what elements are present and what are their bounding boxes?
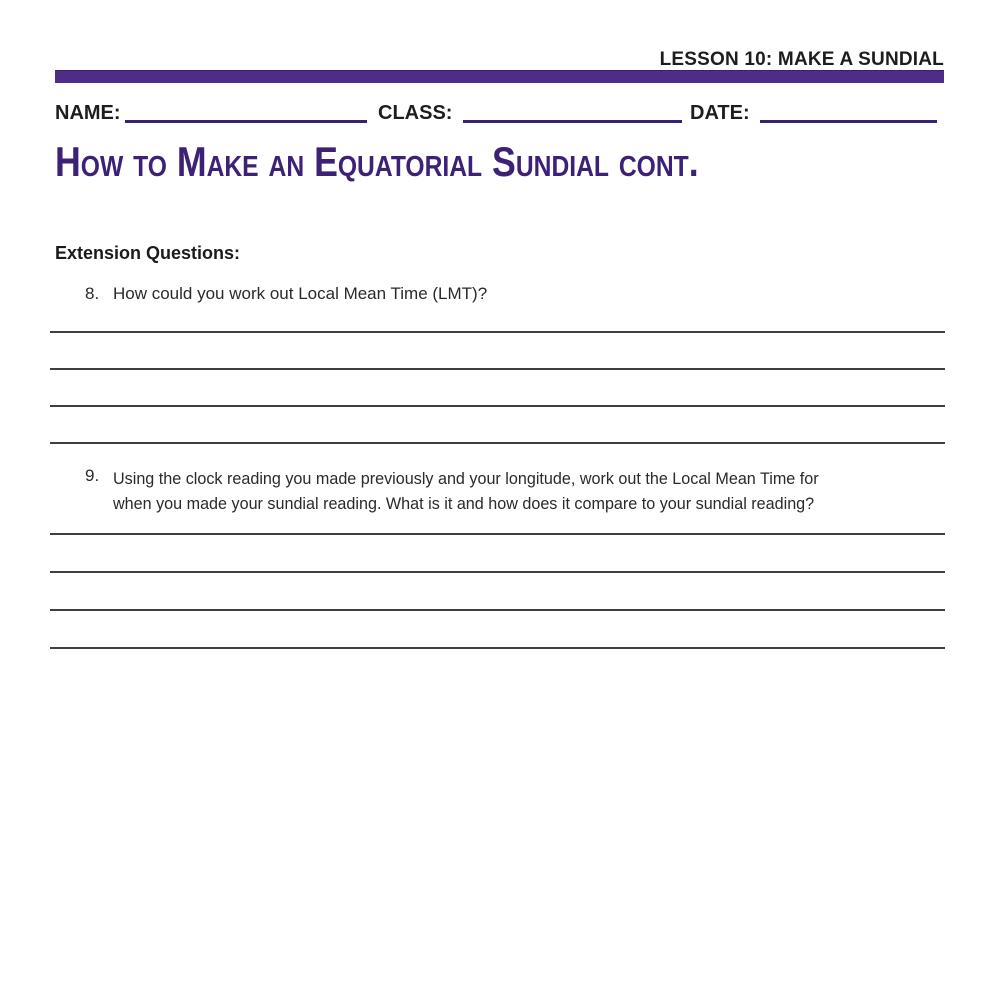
class-label: CLASS: [378,102,453,124]
date-fill-in-line [760,120,937,123]
question-9-text [113,466,856,516]
question-8-answer-lines [50,331,945,444]
question-9-text-line-2: when you made your sundial reading. What is it and how does it compare to your sundial reading? [113,494,815,513]
answer-line [50,609,945,611]
header-divider-bar [55,70,944,83]
answer-line [50,331,945,333]
answer-line [50,571,945,573]
question-9-answer-lines [50,533,945,649]
question-8-number: 8. [85,284,100,303]
answer-line [50,442,945,444]
page-title: How to Make an Equatorial Sundial cont. [55,138,699,185]
name-fill-in-line [125,120,367,123]
answer-line [50,647,945,649]
date-label: DATE: [690,102,750,124]
question-8 [85,284,487,304]
class-fill-in-line [463,120,682,123]
question-9-text-line-1: Using the clock reading you made previously and your longitude, work out the Local Mean Time for [113,469,819,488]
section-heading: Extension Questions: [55,243,241,263]
answer-line [50,368,945,370]
question-9 [85,466,856,516]
answer-line [50,405,945,407]
lesson-header-text: LESSON 10: MAKE A SUNDIAL [659,49,944,70]
question-8-text: How could you work out Local Mean Time (LMT)? [113,284,488,303]
answer-line [50,533,945,535]
name-label: NAME: [55,102,121,124]
question-9-number: 9. [85,466,100,485]
